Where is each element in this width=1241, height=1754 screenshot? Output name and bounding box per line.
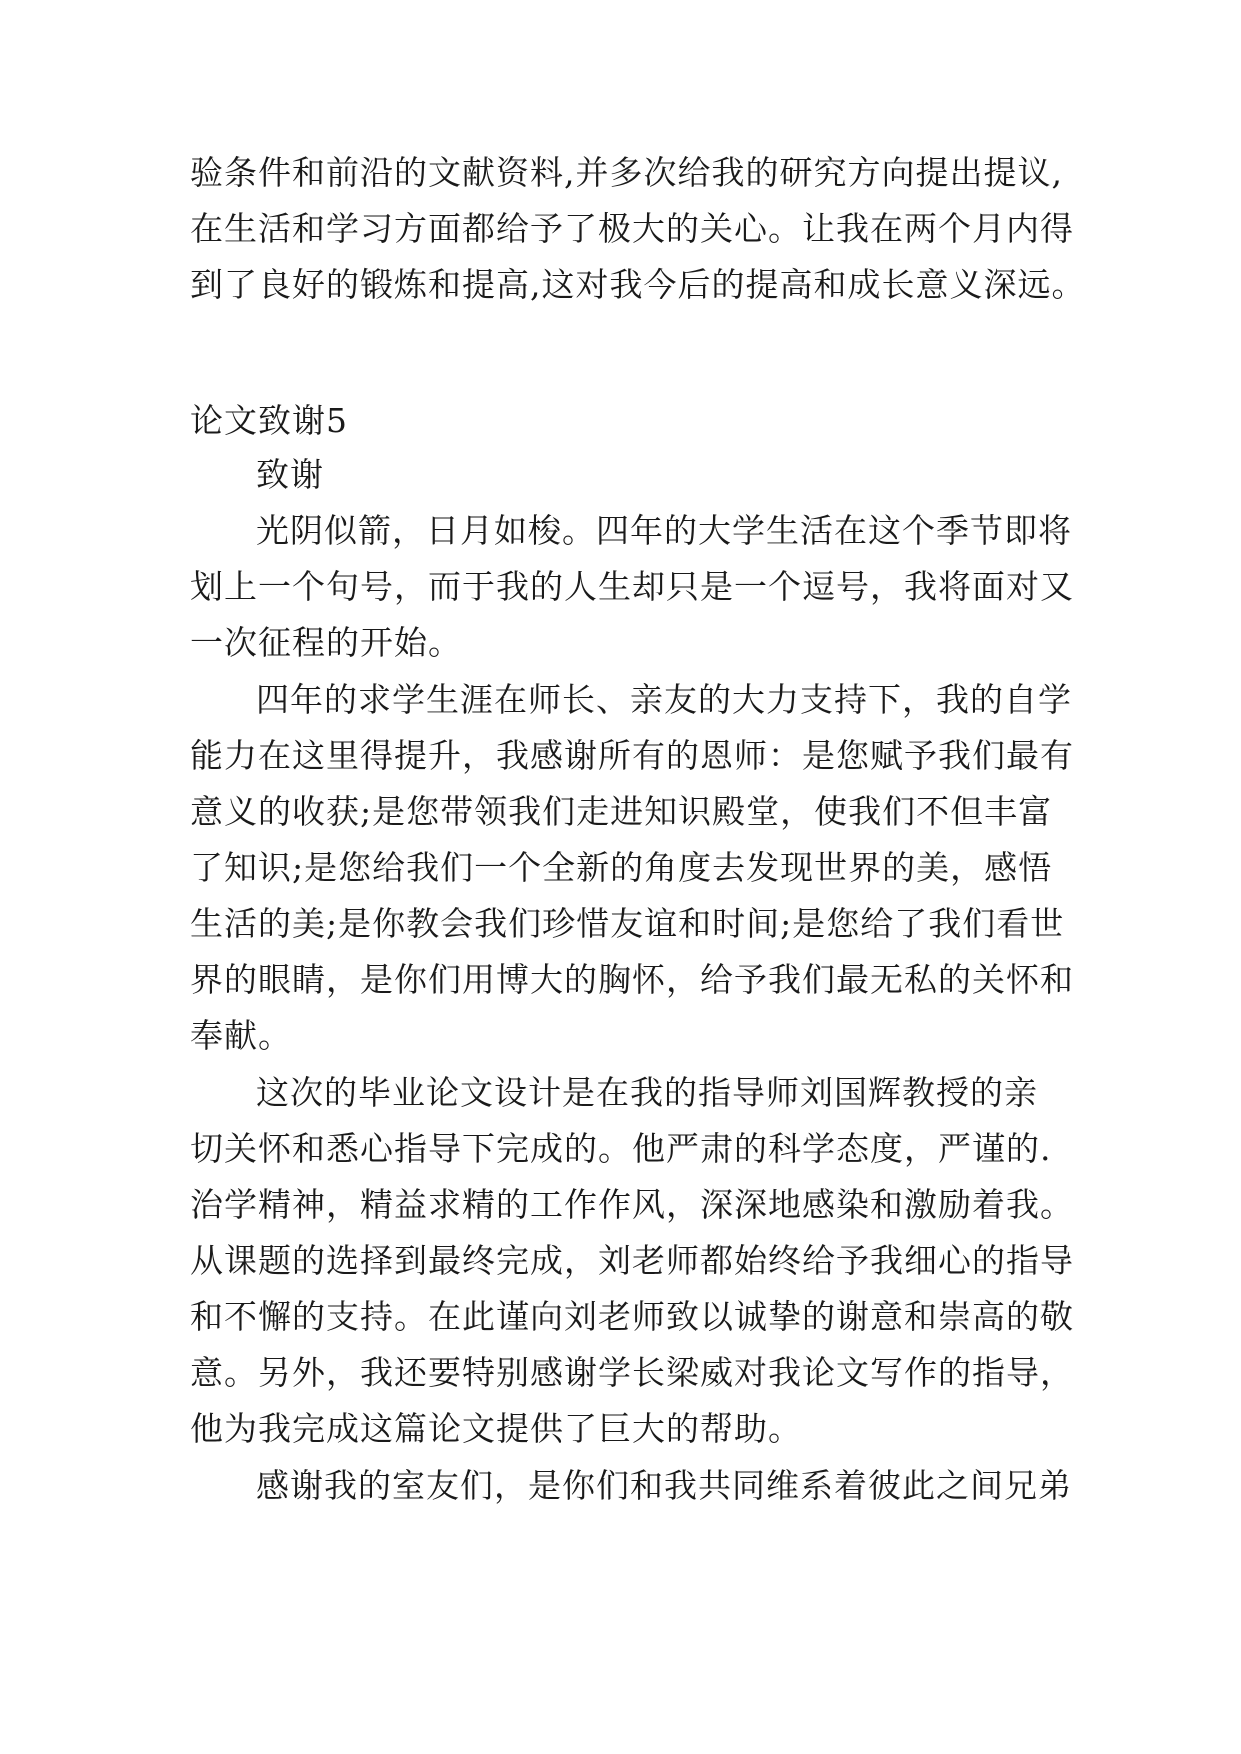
paragraph-line: 意。另外，我还要特别感谢学长梁威对我论文写作的指导， xyxy=(190,1353,1074,1392)
paragraph-line: 这次的毕业论文设计是在我的指导师刘国辉教授的亲 xyxy=(256,1073,1038,1112)
paragraph-line: 划上一个句号，而于我的人生却只是一个逗号，我将面对又 xyxy=(190,567,1074,606)
paragraph-line: 意义的收获;是您带领我们走进知识殿堂，使我们不但丰富 xyxy=(190,792,1053,831)
section-heading: 论文致谢5 xyxy=(190,401,348,440)
paragraph-line: 从课题的选择到最终完成，刘老师都始终给予我细心的指导 xyxy=(190,1241,1074,1280)
paragraph-line: 感谢我的室友们，是你们和我共同维系着彼此之间兄弟 xyxy=(256,1466,1072,1505)
paragraph-line: 他为我完成这篇论文提供了巨大的帮助。 xyxy=(190,1409,802,1448)
paragraph-line: 到了良好的锻炼和提高,这对我今后的提高和成长意义深远。 xyxy=(190,265,1086,304)
paragraph-line: 生活的美;是你教会我们珍惜友谊和时间;是您给了我们看世 xyxy=(190,904,1065,943)
paragraph-line: 在生活和学习方面都给予了极大的关心。让我在两个月内得 xyxy=(190,209,1074,248)
paragraph-line: 界的眼睛，是你们用博大的胸怀，给予我们最无私的关怀和 xyxy=(190,960,1074,999)
paragraph-line: 了知识;是您给我们一个全新的角度去发现世界的美，感悟 xyxy=(190,848,1053,887)
paragraph-line: 和不懈的支持。在此谨向刘老师致以诚挚的谢意和崇高的敬 xyxy=(190,1297,1074,1336)
paragraph-line: 验条件和前沿的文献资料,并多次给我的研究方向提出提议, xyxy=(190,153,1063,192)
paragraph-line: 能力在这里得提升，我感谢所有的恩师：是您赋予我们最有 xyxy=(190,736,1074,775)
paragraph-line: 奉献。 xyxy=(190,1016,292,1055)
paragraph-line: 四年的求学生涯在师长、亲友的大力支持下，我的自学 xyxy=(256,680,1072,719)
subheading: 致谢 xyxy=(256,455,324,494)
paragraph-line: 治学精神，精益求精的工作作风，深深地感染和激励着我。 xyxy=(190,1185,1074,1224)
paragraph-line: 光阴似箭，日月如梭。四年的大学生活在这个季节即将 xyxy=(256,511,1072,550)
paragraph-line: 一次征程的开始。 xyxy=(190,623,462,662)
paragraph-line: 切关怀和悉心指导下完成的。他严肃的科学态度，严谨的. xyxy=(190,1129,1052,1168)
